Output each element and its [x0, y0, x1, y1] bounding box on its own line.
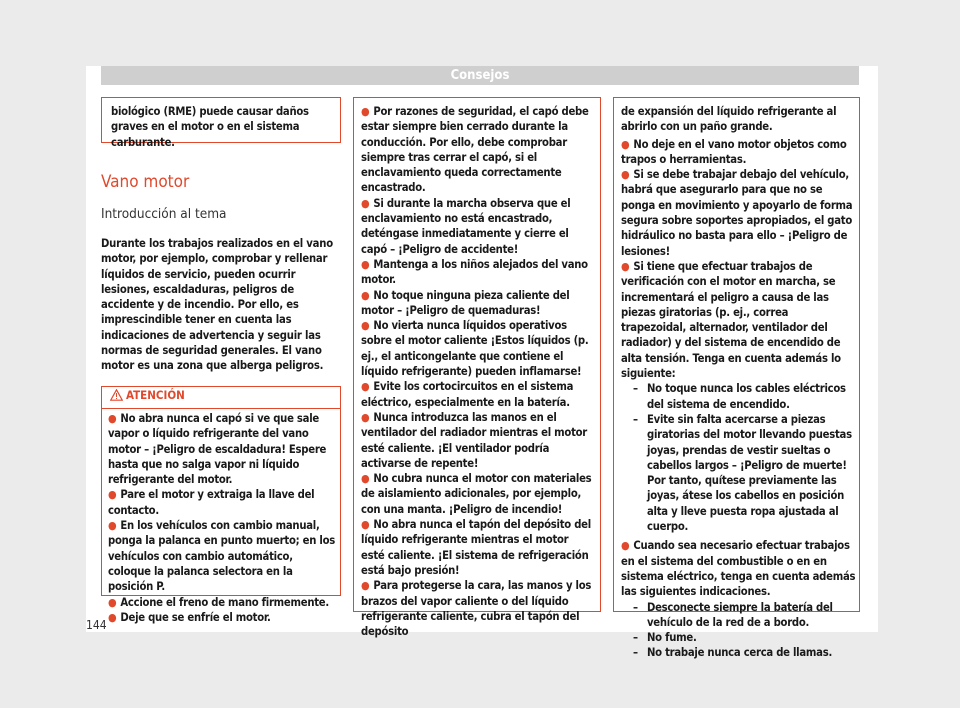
right-sub-item	[621, 630, 856, 645]
attention-item	[108, 610, 336, 625]
right-sub-item	[621, 600, 856, 631]
middle-item	[361, 104, 595, 196]
bullet-dot-icon: ●	[361, 472, 370, 486]
intro-paragraph: Durante los trabajos realizados en el vano motor, por ejemplo, comprobar y rellenar líquidos de servicio, pueden ocurrir lesiones, escaldaduras, peligros de accidente y de incendio. Por ello, es imprescindible tener en cuenta las indicaciones de advertencia y seguir las normas de seguridad generales. El vano motor es una zona que alberga peligros.	[101, 237, 333, 373]
right-sub-item	[621, 381, 856, 412]
bullet-dot-icon: ●	[108, 412, 117, 425]
bullet-dot-icon: ●	[361, 410, 370, 424]
attention-item	[108, 518, 336, 594]
bullet-dot-icon: ●	[621, 168, 630, 182]
header-bar	[101, 66, 859, 85]
bullet-text: Cuando sea necesario efectuar trabajos en el sistema del combustible o en en sistema eléctrico, tenga en cuenta además las siguientes indicaciones.	[621, 539, 856, 599]
attention-list	[108, 411, 336, 625]
bullet-text: Si tiene que efectuar trabajos de verificación con el motor en marcha, se incrementará el peligro a causa de las piezas giratorias (p. ej., correa trapezoidal, alternador, ventilador del radiador) y del sistema de encendido de alta tensión. Tenga en cuenta además lo siguiente:	[621, 259, 841, 381]
bullet-dot-icon: ●	[361, 579, 370, 593]
bullet-text: Nunca introduzca las manos en el ventilador del radiador mientras el motor esté caliente. ¡El ventilador podría activarse de repente!	[361, 410, 588, 470]
right-item	[621, 259, 856, 381]
attention-item	[108, 595, 336, 610]
middle-item	[361, 288, 595, 319]
dash-marker: –	[633, 646, 638, 660]
bullet-text: Si se debe trabajar debajo del vehículo, habrá que asegurarlo para que no se ponga en movimiento y apoyarlo de forma segura sobre soportes apropiados, el gato hidráulico no basta para ello – ¡Peligro de lesiones!	[621, 168, 853, 258]
bullet-dot-icon: ●	[108, 488, 117, 502]
bullet-dot-icon: ●	[361, 319, 370, 333]
bullet-text: Mantenga a los niños alejados del vano motor.	[361, 257, 588, 287]
header-title: Consejos	[450, 68, 510, 83]
bullet-text: En los vehículos con cambio manual, ponga la palanca en punto muerto; en los vehículos con cambio automático, coloque la palanca selectora en la posición P.	[108, 519, 336, 594]
right-item	[621, 167, 856, 259]
warning-triangle-icon	[110, 389, 123, 401]
right-warning-content	[621, 104, 856, 665]
bullet-text: No abra nunca el tapón del depósito del líquido refrigerante mientras el motor esté caliente. ¡El sistema de refrigeración está bajo presión!	[361, 518, 591, 577]
bullet-text: No cubra nunca el motor con materiales de aislamiento adicionales, por ejemplo, con una manta. ¡Peligro de incendio!	[361, 472, 592, 516]
bullet-dot-icon: ●	[361, 518, 370, 532]
middle-item	[361, 379, 595, 410]
right-item	[621, 137, 856, 168]
bullet-dot-icon: ●	[108, 519, 117, 533]
dash-marker: –	[633, 412, 638, 426]
bullet-dot-icon: ●	[108, 610, 117, 624]
bullet-dot-icon: ●	[361, 257, 370, 271]
sub-text: No fume.	[647, 631, 697, 645]
section-title: Vano motor	[101, 172, 190, 192]
bullet-dot-icon: ●	[361, 196, 370, 210]
bullet-text: Deje que se enfríe el motor.	[120, 610, 271, 624]
bullet-dot-icon: ●	[108, 595, 117, 609]
bullet-text: No deje en el vano motor objetos como trapos o herramientas.	[621, 137, 847, 166]
right-sub-item	[621, 645, 856, 660]
section-subtitle: Introducción al tema	[101, 206, 227, 222]
bullet-dot-icon: ●	[621, 539, 630, 553]
middle-item	[361, 318, 595, 379]
bullet-dot-icon: ●	[621, 259, 630, 273]
sub-text: Evite sin falta acercarse a piezas giratorias del motor llevando puestas joyas, prendas de vestir sueltas o cabellos largos – ¡Peligro de muerte! Por tanto, quítese previamente las joyas, átese los cabellos en posición alta y lleve puesta ropa ajustada al cuerpo.	[647, 412, 852, 534]
right-warning-list	[621, 137, 856, 665]
middle-item	[361, 410, 595, 471]
attention-label: ATENCIÓN	[126, 388, 185, 402]
bullet-dot-icon: ●	[621, 137, 630, 151]
right-lead-text: de expansión del líquido refrigerante al abrirlo con un paño grande.	[621, 105, 837, 134]
bullet-dot-icon: ●	[361, 380, 370, 394]
middle-warning-list	[361, 104, 595, 639]
top-note-box	[101, 97, 341, 149]
bullet-text: Evite los cortocircuitos en el sistema eléctrico, especialmente en la batería.	[361, 380, 574, 409]
middle-item	[361, 257, 595, 288]
right-item	[621, 538, 856, 599]
middle-item	[361, 578, 595, 639]
middle-item	[361, 196, 595, 257]
bullet-text: Accione el freno de mano firmemente.	[120, 595, 329, 609]
top-note-text: biológico (RME) puede causar daños graves en el motor o en el sistema carburante.	[111, 105, 309, 149]
attention-item	[108, 411, 336, 487]
bullet-text: No vierta nunca líquidos operativos sobre el motor caliente ¡Estos líquidos (p. ej., el anticongelante que contiene el líquido refrigerante) pueden inflamarse!	[361, 319, 589, 379]
dash-marker: –	[633, 600, 638, 614]
bullet-dot-icon: ●	[361, 105, 370, 118]
dash-marker: –	[633, 382, 638, 396]
sub-text: No toque nunca los cables eléctricos del sistema de encendido.	[647, 382, 846, 411]
right-sub-item	[621, 412, 856, 534]
sub-text: No trabaje nunca cerca de llamas.	[647, 646, 833, 660]
page-number: 144	[86, 618, 107, 632]
bullet-text: No toque ninguna pieza caliente del motor – ¡Peligro de quemaduras!	[361, 288, 570, 317]
middle-item	[361, 517, 595, 578]
dash-marker: –	[633, 631, 638, 645]
sub-text: Desconecte siempre la batería del vehículo de la red de a bordo.	[647, 600, 833, 629]
bullet-text: Pare el motor y extraiga la llave del contacto.	[108, 488, 315, 517]
bullet-text: Si durante la marcha observa que el enclavamiento no está encastrado, deténgase inmediatamente y cierre el capó – ¡Peligro de accidente!	[361, 196, 571, 256]
attention-item	[108, 487, 336, 518]
bullet-text: Para protegerse la cara, las manos y los brazos del vapor caliente o del líquido refrigerante caliente, cubra el tapón del depósito	[361, 579, 592, 639]
bullet-dot-icon: ●	[361, 288, 370, 302]
bullet-text: Por razones de seguridad, el capó debe estar siempre bien cerrado durante la conducción. Por ello, debe comprobar siempre tras cerrar el capó, si el enclavamiento queda correctamente encastrado.	[361, 105, 589, 195]
bullet-text: No abra nunca el capó si ve que sale vapor o líquido refrigerante del vano motor – ¡Peligro de escaldadura! Espere hasta que no salga vapor ni líquido refrigerante del motor.	[108, 412, 327, 487]
middle-item	[361, 471, 595, 517]
